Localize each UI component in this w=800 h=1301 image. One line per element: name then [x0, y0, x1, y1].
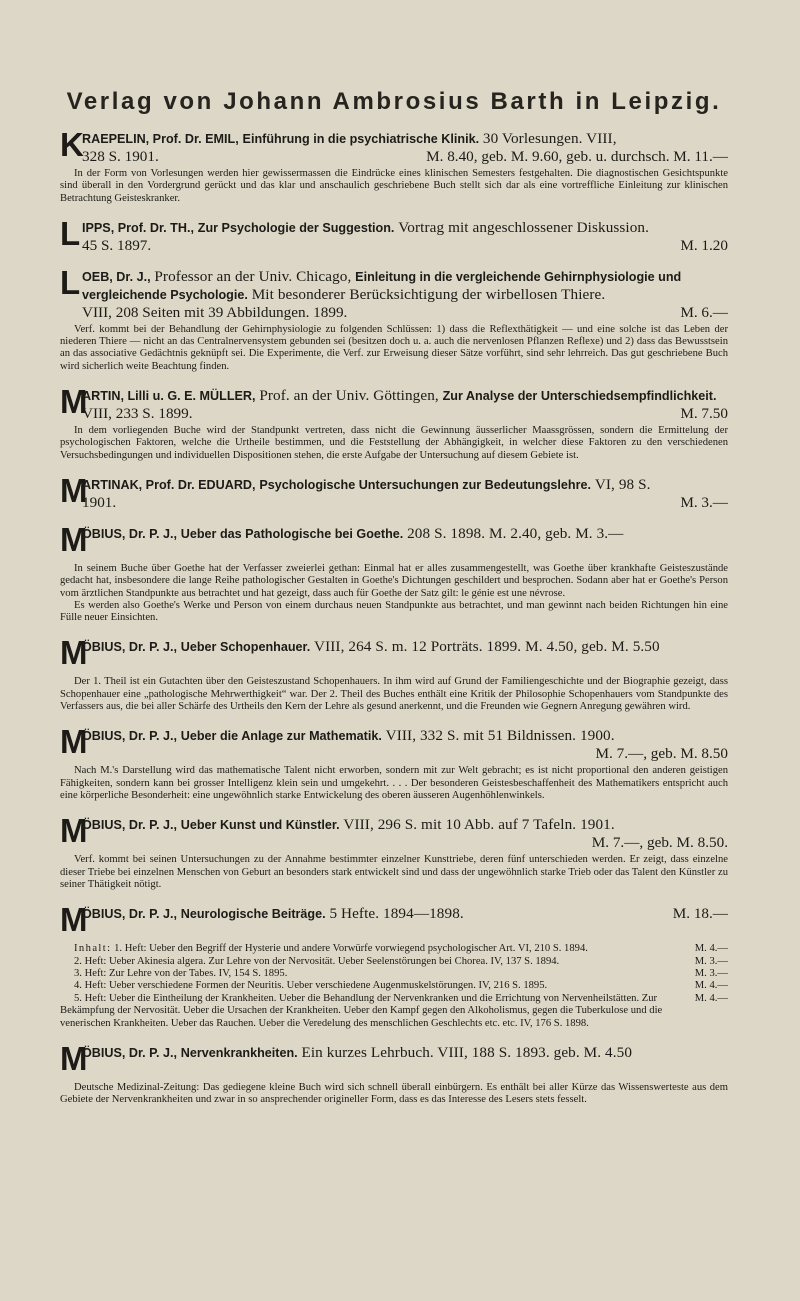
entry-heading [60, 812, 728, 852]
contents-item-price: M. 4.— [694, 943, 728, 955]
entry-details-line [82, 905, 728, 923]
entry-extent: 328 S. 1901. [82, 148, 159, 165]
entry-extent: VIII, 208 Seiten mit 39 Abbildungen. 1899. [82, 303, 348, 321]
contents-row [60, 956, 728, 968]
entry-title: Einführung in die psychiatrische Klinik. [242, 132, 480, 146]
drop-initial: L [60, 263, 81, 301]
entry-title: Ueber Schopenhauer. [180, 640, 311, 655]
entry-author: RAEPELIN, Prof. Dr. EMIL, [82, 132, 239, 146]
catalog-entries [60, 126, 728, 1107]
contents-item-text: 4. Heft: Ueber verschiedene Formen der Neuritis. Ueber verschiedene Augenmuskelstörungen. IV, 216 S. 1895. [74, 980, 548, 992]
drop-initial: L [60, 214, 81, 252]
contents-row [60, 968, 728, 980]
entry-description: Deutsche Medizinal-Zeitung: Das gediegene kleine Buch wird sich schnell überall einbürgern. Es enthält bei aller Kürze das Wissenswerteste aus dem Gebiete der Nervenkrankheiten und zwar in so ansprechender origineller Form, dass es das Interesse des Lesers stets fesselt. [60, 1081, 728, 1106]
entry-title: Ueber Kunst und Künstler. [180, 818, 340, 833]
contents-item-text: 5. Heft: Ueber die Eintheilung der Krankheiten. Ueber die Behandlung der Nervenkranken und die Errichtung von Nervenheilstätten. Zur Bekämpfung der Nervosität. Ueber die Ursachen der Krankheiten. Ueber den Kampf gegen den Alkoholismus, gegen die Tuberkulose und die venerischen Krankheiten. Ueber das Rauchen. Ueber die Veredelung des menschlichen Geschlechts etc. etc. IV, 176 S. 1898. [60, 992, 663, 1029]
entry-details-line [82, 834, 728, 851]
catalog-entry [60, 263, 728, 373]
heading-spacer [82, 656, 728, 673]
entry-title: Ueber das Pathologische bei Goethe. [180, 526, 404, 541]
catalog-entry [60, 812, 728, 891]
catalog-entry [60, 1039, 728, 1107]
entry-publication: VIII, 332 S. mit 51 Bildnissen. 1900. [385, 727, 615, 745]
entry-heading [60, 634, 728, 673]
entry-heading [60, 520, 728, 560]
entry-subtitle: Mit besonderer Berücksichtigung der wirbellosen Thiere. [251, 285, 606, 303]
heading-spacer [82, 923, 728, 940]
drop-initial: M [60, 901, 88, 939]
contents-list [60, 943, 728, 1030]
entry-publication: 208 S. 1898. M. 2.40, geb. M. 3.— [407, 524, 624, 542]
entry-author: ARTINAK, Prof. Dr. EDUARD, [82, 477, 256, 492]
catalog-entry [60, 520, 728, 624]
drop-initial: M [60, 471, 88, 509]
entry-publication: VIII, 296 S. mit 10 Abb. auf 7 Tafeln. 1901. [343, 816, 615, 834]
entry-heading [60, 214, 728, 254]
drop-initial: K [60, 126, 84, 163]
entry-details-line [82, 745, 728, 762]
entry-publication: VIII, 264 S. m. 12 Porträts. 1899. M. 4.50, geb. M. 5.50 [314, 638, 660, 656]
drop-initial: M [60, 634, 88, 672]
entry-description: Der 1. Theil ist ein Gutachten über den Geisteszustand Schopenhauers. In ihm wird auf Grund der Familiengeschichte und der Biographie gezeigt, dass Schopenhauer eine „pathologische Mehrwerthigkeit“ war. Der 2. Theil des Buches enthält eine Kritik der Philosophie Schopenhauers vom Standpunkte des Verfassers aus, die bei aller Schärfe des Urtheils den Kern der Lehre als gesund anerkennt, und die Freunden wie Gegnern Anregung gewähren wird. [60, 676, 728, 713]
entry-publication: VI, 98 S. [594, 475, 651, 493]
entry-details-line [82, 237, 728, 254]
entry-description: In seinem Buche über Goethe hat der Verfasser zweierlei gethan: Einmal hat er alles zusammengestellt, was Goethe über krankhafte Geisteszustände gedacht hat, insbesondere die lange Reihe pathologischer Gestalten in Goethe's Dichtungen geschildert und besprochen. Sodann aber hat er Goethe's Person vom ärztlichen Standpunkte aus betrachtet und hat gezeigt, dass auch für Goethe der Satz gilt: le génie est une névrose. Es werden also Goethe's Werke und Person von einem durchaus neuen Standpunkte aus betrachtet, und man gewinnt nach beiden Richtungen hin eine Fülle neuer Einsichten. [60, 562, 728, 624]
contents-item-text: 1. Heft: Ueber den Begriff der Hysterie und andere Vorwürfe vorwiegend psychologischer Art. VI, 210 S. 1894. [114, 943, 588, 955]
catalog-entry [60, 126, 728, 205]
catalog-entry [60, 901, 728, 1030]
contents-row [60, 993, 728, 1030]
catalog-entry [60, 723, 728, 802]
entry-author: ÖBIUS, Dr. P. J., [82, 526, 177, 541]
catalog-entry [60, 383, 728, 462]
entry-heading [60, 126, 728, 165]
contents-item-text: 3. Heft: Zur Lehre von der Tabes. IV, 154 S. 1895. [74, 967, 288, 979]
contents-row [60, 943, 728, 955]
contents-item-price: M. 4.— [694, 980, 728, 992]
contents-label: Inhalt: [74, 943, 112, 955]
entry-heading [60, 901, 728, 940]
entry-details-line [82, 405, 728, 422]
drop-initial: M [60, 383, 88, 421]
review-source: Deutsche Medizinal-Zeitung: [74, 1081, 200, 1093]
entry-affiliation: Professor an der Univ. Chicago, [154, 267, 352, 285]
drop-initial: M [60, 723, 88, 761]
catalog-entry [60, 471, 728, 511]
contents-item-price: M. 3.— [694, 967, 728, 979]
entry-affiliation: Prof. an der Univ. Göttingen, [259, 387, 439, 405]
entry-title: Nervenkrankheiten. [180, 1045, 298, 1060]
entry-description: In dem vorliegenden Buche wird der Standpunkt vertreten, dass nicht die Gewinnung äusserlicher Maassgrössen, sondern die Ermittelung der psychologischen Faktoren, welche die Urtheile bestimmen, und die Feststellung der Abhängigkeit, in welcher diese Faktoren zu den verschiedenen Versuchsbedingungen und individuellen Dispositionen stehen, die erste Aufgabe der Untersuchung auf diesem Gebiete ist. [60, 425, 728, 461]
entry-title: Neurologische Beiträge. [180, 907, 326, 922]
entry-extent: 45 S. 1897. [82, 236, 152, 254]
entry-description: Nach M.'s Darstellung wird das mathematische Talent nicht erworben, sondern mit zur Welt gebracht; es ist nicht proportional den anderen geistigen Fähigkeiten, sondern kann bei grosser Intelligenz klein sein und umgekehrt. . . . Der besonderen Geistesbeschaffenheit des Mathematikers entspricht auch eine körperliche Besonderheit: eine ungewöhnlich starke Entwickelung des oberen äusseren Augenhöhlenwinkels. [60, 765, 728, 801]
entry-author: ÖBIUS, Dr. P. J., [82, 729, 177, 744]
heading-spacer [82, 1062, 728, 1079]
entry-title: Einleitung in die vergleichende Gehirnphysiologie und vergleichende Psychologie. [82, 269, 682, 302]
entry-heading [60, 471, 728, 511]
entry-description: Verf. kommt bei der Behandlung der Gehirnphysiologie zu folgenden Schlüssen: 1) dass die Reflexthätigkeit — und eine solche ist das Leben der niederen Thiere — nicht an das Centralnervensystem gebunden sei (besitzen doch u. a. auch die nervenlosen Pflanzen Reflexe) und 2) dass das Bewusstsein an das associative Gedächtnis geknüpft sei. Die Experimente, die Verf. zur Erweisung dieser Sätze vorführt, sind sehr lehrreich. Das gut geschriebene Buch wird sicherlich weite Beachtung finden. [60, 323, 728, 372]
entry-title: Zur Analyse der Unterschiedsempfindlichkeit. [442, 389, 717, 404]
entry-publication: Vortrag mit angeschlossener Diskussion. [398, 218, 650, 236]
entry-details-line [82, 304, 728, 321]
entry-title: Psychologische Untersuchungen zur Bedeutungslehre. [259, 477, 592, 492]
contents-item-text: 2. Heft: Ueber Akinesia algera. Zur Lehre von der Nervosität. Ueber Seelenstörungen bei Chorea. IV, 137 S. 1894. [74, 955, 560, 967]
entry-publication: 5 Hefte. 1894—1898. [329, 905, 464, 923]
entry-heading [60, 263, 728, 321]
drop-initial: M [60, 1039, 88, 1077]
heading-spacer [82, 543, 728, 560]
entry-details-line [82, 148, 728, 165]
entry-price: M. 8.40, geb. M. 9.60, geb. u. durchsch. M. 11.— [426, 148, 728, 165]
entry-author: ÖBIUS, Dr. P. J., [82, 1045, 177, 1060]
entry-heading [60, 1039, 728, 1079]
entry-price: M. 6.— [680, 303, 728, 321]
drop-initial: M [60, 520, 88, 558]
entry-price: M. 1.20 [680, 236, 728, 254]
entry-price: M. 7.—, geb. M. 8.50. [591, 834, 728, 852]
entry-description: In der Form von Vorlesungen werden hier gewissermassen die Eindrücke eines klinischen Semesters festgehalten. Die diagnostischen Gesichtspunkte sind überall in den Vordergrund gerückt und das klar und anschaulich geschriebene Buch stellt sich dar als eine vortreffliche Einleitung zur klinischen Betrachtung Geisteskranker. [60, 168, 728, 204]
entry-author: ARTIN, Lilli u. G. E. MÜLLER, [82, 389, 256, 404]
entry-details-line [82, 494, 728, 511]
drop-initial: M [60, 812, 88, 850]
entry-description: Verf. kommt bei seinen Untersuchungen zu der Annahme bestimmter einzelner Kunsttriebe, deren fünf unterschieden werden. Er zeigt, dass einzelne dieser Triebe bei einzelnen Menschen von Geburt an besonders stark entwickelt sind und dass der ungewöhnlich starke Trieb oder das Talent den Künstler zu seiner Thätigkeit nötigt. [60, 854, 728, 890]
publisher-masthead: Verlag von Johann Ambrosius Barth in Leipzig. [66, 88, 722, 115]
entry-extent: 1901. [82, 493, 117, 511]
entry-price: M. 18.— [672, 905, 728, 923]
catalog-entry [60, 214, 728, 254]
entry-publication: 30 Vorlesungen. VIII, [482, 130, 617, 147]
contents-item-price: M. 4.— [694, 992, 728, 1004]
entry-price: M. 7.—, geb. M. 8.50 [595, 745, 728, 763]
contents-item-price: M. 3.— [694, 955, 728, 967]
entry-heading [60, 383, 728, 423]
contents-row [60, 980, 728, 992]
entry-author: ÖBIUS, Dr. P. J., [82, 640, 177, 655]
entry-price: M. 3.— [680, 493, 728, 511]
entry-title: Zur Psychologie der Suggestion. [197, 220, 395, 235]
catalog-entry [60, 634, 728, 713]
entry-author: ÖBIUS, Dr. P. J., [82, 818, 177, 833]
entry-author: OEB, Dr. J., [82, 269, 151, 284]
entry-price: M. 7.50 [680, 405, 728, 423]
entry-title: Ueber die Anlage zur Mathematik. [180, 729, 382, 744]
entry-publication: Ein kurzes Lehrbuch. VIII, 188 S. 1893. geb. M. 4.50 [301, 1043, 633, 1061]
entry-author: ÖBIUS, Dr. P. J., [82, 907, 177, 922]
entry-heading [60, 723, 728, 763]
entry-author: IPPS, Prof. Dr. TH., [82, 220, 194, 235]
entry-extent: VIII, 233 S. 1899. [82, 405, 193, 423]
